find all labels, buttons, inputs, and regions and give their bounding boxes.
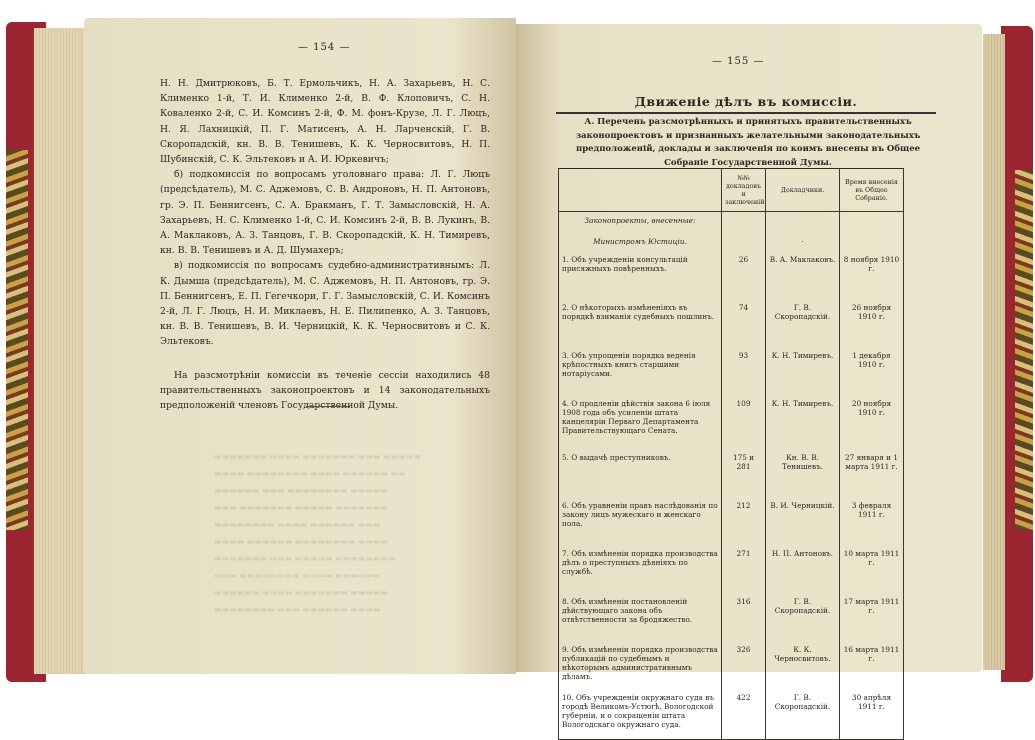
submission-date: 1 декабря 1910 г. [840,349,904,397]
section-subtitle: А. Перечень разсмотрѣнныхъ и принятыхъ правительственныхъ законопроектовъ и признанныхъ желательными законодательныхъ предположеній, доклады и заключенія по коимъ внесены въ Общее Собраніе Государственной Думы. [575,117,921,168]
submission-date: 16 марта 1911 г. [840,643,904,691]
submission-date: 20 ноября 1910 г. [840,397,904,451]
bill-title: 4. О продленіи дѣйствія закона 6 іюля 1908 года объ усиленіи штата канцеляріи Перваго Департамента Правительствующаго Сената. [559,397,722,451]
left-page-number: — 154 — [298,42,351,53]
page-block-edges-right [983,34,1005,670]
reporter: Г. В. Скоропадскій. [766,691,840,740]
header-reporter: Докладчики. [766,169,840,212]
show-through-text: ▬▬▬▬▬▬▬ ▬▬▬▬ ▬▬▬▬▬▬▬ ▬▬▬ ▬▬▬▬▬ ▬▬▬▬ ▬▬▬▬▬▬▬▬ ▬▬▬▬ ▬▬▬▬▬▬ ▬▬ ▬▬▬▬▬▬ ▬▬▬ ▬▬▬▬▬▬▬▬ ▬▬▬▬▬ ▬▬▬ ▬▬▬▬▬▬▬ ▬▬▬▬▬ ▬▬▬▬▬▬▬ ▬▬▬▬▬▬▬▬ ▬▬▬▬ ▬▬▬▬▬▬ ▬▬▬ ▬▬▬▬ ▬▬▬▬▬▬ ▬▬▬▬▬▬▬▬ ▬▬▬▬ ▬▬▬▬▬▬▬ ▬▬▬ ▬▬▬▬▬ ▬▬▬▬▬▬▬▬ ▬▬▬ ▬▬▬▬▬▬▬▬ ▬▬▬▬ ▬▬▬▬▬▬ ▬▬▬▬▬▬ ▬▬▬▬ ▬▬▬▬▬▬▬ ▬▬▬▬▬ ▬▬▬▬▬▬▬▬ ▬▬▬ ▬▬▬▬▬▬ ▬▬▬▬ [214,452,421,614]
marbled-endpaper-right [1015,170,1033,530]
section-heading: Законопроекты, внесенные: [559,212,722,228]
table-row [559,643,904,691]
bill-title: 5. О выдачѣ преступниковъ. [559,451,722,499]
bill-title: 10. Объ учрежденіи окружнаго суда въ городѣ Великомъ-Устюгѣ, Вологодской губерніи, и о сокращеніи штата Вологодскаго окружнаго суда. [559,691,722,740]
table-header-row [559,169,904,212]
bill-title: 7. Объ измѣненіи порядка производства дѣлъ о преступныхъ дѣяніяхъ по службѣ. [559,547,722,595]
table-row [559,547,904,595]
reporter: В. А. Маклаковъ. [766,253,840,301]
submission-date: 17 марта 1911 г. [840,595,904,643]
section-heading-row [559,212,904,228]
bill-title: 1. Объ учрежденіи консультацій присяжныхъ повѣренныхъ. [559,253,722,301]
table-row [559,253,904,301]
bill-title: 8. Объ измѣненіи постановленій дѣйствующаго закона объ отвѣтственности за бродяжество. [559,595,722,643]
report-number: 93 [722,349,766,397]
header-title [559,169,722,212]
section-title: Движеніе дѣлъ въ комиссіи. [634,94,858,109]
paragraph-session-summary: На разсмотрѣніи комиссіи въ теченіе сессіи находились 48 правительственныхъ законопроектовъ и 14 законодательныхъ предположеній членовъ Государственной Думы. [160,369,490,412]
table-row [559,301,904,349]
report-number: 271 [722,547,766,595]
reporter: Г. В. Скоропадскій. [766,595,840,643]
table-row [559,595,904,643]
right-page-number: — 155 — [712,56,765,67]
paragraph-criminal-subcommission: б) подкомиссія по вопросамъ уголовнаго права: Л. Г. Люцъ (предсѣдатель), М. С. Аджемовъ, С. В. Андроновъ, Н. П. Антоновъ, гр. Э. П. Беннигсенъ, С. А. Бракманъ, Г. Т. Замысловскій, Н. А. Захарьевъ, Н. С. Клименко 1-й, С. И. Комсинъ 2-й, В. В. Лукинъ, В. А. Маклаковъ, А. З. Танцовъ, Г. В. Скоропадскій, К. Н. Тимиревъ, кн. В. В. Тенишевъ и А. Д. Шумахеръ; [160,169,490,257]
reporter: Н. П. Антоновъ. [766,547,840,595]
report-number: 212 [722,499,766,547]
section-divider [306,406,350,407]
marbled-endpaper-left [6,150,28,530]
ministry-heading: Министромъ Юстиціи. [559,227,722,252]
left-page-text [160,76,490,413]
reporter: К. Н. Тимиревъ. [766,349,840,397]
report-number: 109 [722,397,766,451]
paragraph-judicial-subcommission: в) подкомиссія по вопросамъ судебно-административнымъ: Л. К. Дымша (предсѣдатель), М. С. Аджемовъ, Н. П. Антоновъ, гр. Э. П. Беннигсенъ, Е. П. Гегечкори, Г. Г. Замысловскій, С. И. Комсинъ 2-й, Л. Г. Люцъ, Н. И. Миклаевъ, Н. Е. Пилипенко, А. З. Танцовъ, кн. В. В. Тенишевъ, В. И. Черницкій, К. К. Черносвитовъ и С. К. Эльтековъ. [160,260,490,348]
reporter: К. Н. Тимиревъ. [766,397,840,451]
report-number: 26 [722,253,766,301]
header-submission-date: Время внесенія въ Общее Собраніе. [840,169,904,212]
submission-date: 8 ноября 1910 г. [840,253,904,301]
submission-date: 27 января и 1 марта 1911 г. [840,451,904,499]
report-number: 422 [722,691,766,740]
submission-date: 10 марта 1911 г. [840,547,904,595]
right-page [516,24,982,730]
bill-title: 2. О нѣкоторыхъ измѣненіяхъ въ порядкѣ взиманія судебныхъ пошлинъ. [559,301,722,349]
page-block-edges-left [34,28,89,674]
header-report-number: №№ докладовъ и заключеній [722,169,766,212]
left-page [84,18,516,674]
report-number: 175 и 281 [722,451,766,499]
bill-title: 6. Объ уравненіи правъ наслѣдованія по закону лицъ мужескаго и женскаго пола. [559,499,722,547]
paragraph-commission-members: Н. Н. Дмитрюковъ, Б. Т. Ермольчикъ, Н. А. Захарьевъ, Н. С. Клименко 1-й, Т. И. Клименко 2-й, В. Ф. Клоповичъ, С. Н. Коваленко 2-й, С. И. Комсинъ 2-й, Ф. М. фонъ-Крузе, Л. Г. Люцъ, Н. Я. Лахницкій, П. Г. Матисенъ, А. Н. Ларченскій, Г. В. Скоропадскій, кн. В. В. Тенишевъ, К. К. Черносвитовъ, Н. П. Шубинскій, С. К. Эльтековъ и А. И. Юркевичъ; [160,78,490,166]
table-row [559,691,904,740]
table-row [559,397,904,451]
table-row [559,451,904,499]
reporter: К. К. Черносвитовъ. [766,643,840,691]
reporter: В. И. Черницкій. [766,499,840,547]
report-number: 326 [722,643,766,691]
submission-date: 30 апрѣля 1911 г. [840,691,904,740]
submission-date: 3 февраля 1911 г. [840,499,904,547]
table-row [559,499,904,547]
bill-title: 3. Объ упрощеніи порядка веденія крѣпостныхъ книгъ старшими нотаріусами. [559,349,722,397]
reporter: Г. В. Скоропадскій. [766,301,840,349]
report-number: 316 [722,595,766,643]
bills-table [558,168,904,740]
ministry-heading-row: Министромъ Юстиціи. · [559,227,904,252]
submission-date: 26 ноября 1910 г. [840,301,904,349]
reporter: Кн. В. В. Тенишевъ. [766,451,840,499]
bill-title: 9. Объ измѣненіи порядка производства публикацій по судебнымъ и нѣкоторымъ административнымъ дѣламъ. [559,643,722,691]
table-row [559,349,904,397]
title-rule [556,112,936,114]
report-number: 74 [722,301,766,349]
